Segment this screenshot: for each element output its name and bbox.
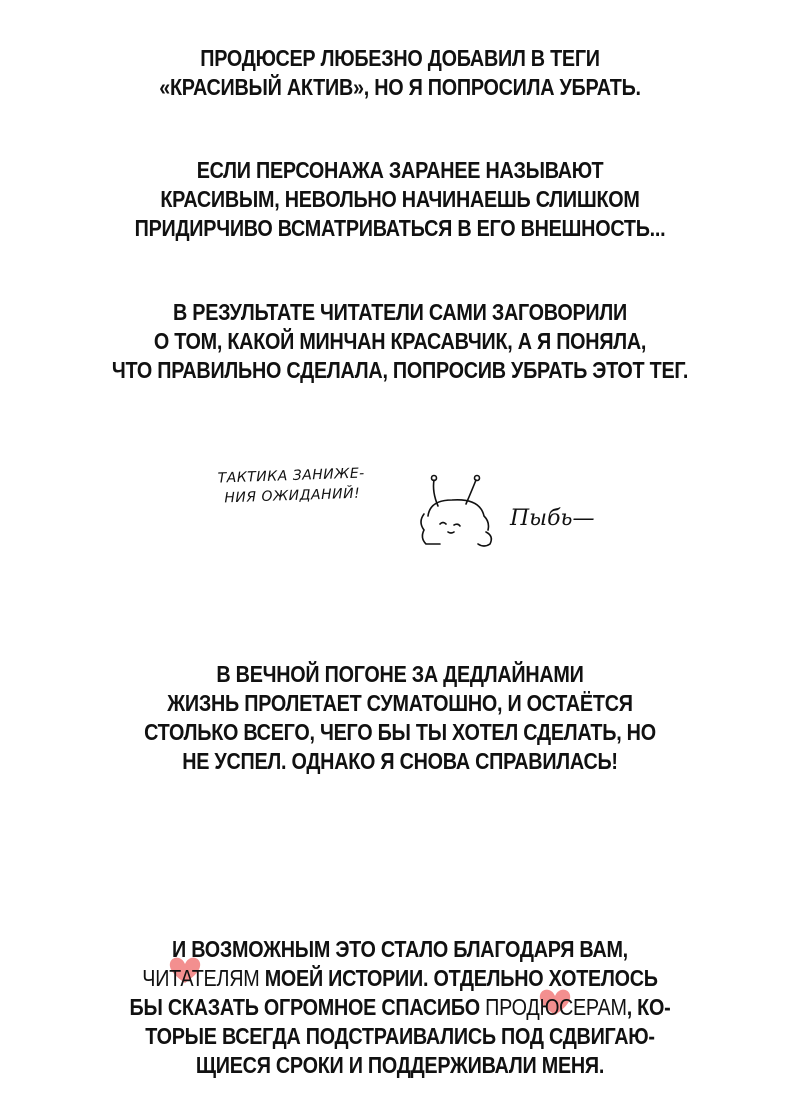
note-line: ТАКТИКА ЗАНИЖЕ- bbox=[217, 465, 365, 487]
highlight-producers: ПРОДЮСЕРАМ bbox=[485, 994, 627, 1020]
note-line: НИЯ ОЖИДАНИЙ! bbox=[224, 485, 361, 507]
text-fragment: , КО- bbox=[626, 994, 671, 1020]
text-line: НЕ УСПЕЛ. ОДНАКО Я СНОВА СПРАВИЛАСЬ! bbox=[182, 748, 618, 774]
paragraph-appearance bbox=[56, 156, 744, 243]
paragraph-readers-reaction bbox=[56, 298, 744, 385]
text-line: ЖИЗНЬ ПРОЛЕТАЕТ СУМАТОШНО, И ОСТАЁТСЯ bbox=[167, 690, 633, 716]
text-line: ЕСЛИ ПЕРСОНАЖА ЗАРАНЕЕ НАЗЫВАЮТ bbox=[196, 157, 604, 183]
text-fragment: МОЕЙ ИСТОРИИ. ОТДЕЛЬНО ХОТЕЛОСЬ bbox=[259, 965, 658, 991]
paragraph-tags bbox=[56, 44, 744, 102]
text-line: ТОРЫЕ ВСЕГДА ПОДСТРАИВАЛИСЬ ПОД СДВИГАЮ- bbox=[145, 1023, 655, 1049]
text-line: ПРИДИРЧИВО ВСМАТРИВАТЬСЯ В ЕГО ВНЕШНОСТЬ... bbox=[134, 215, 666, 241]
sound-effect: Пыбь— bbox=[510, 506, 595, 531]
text-line: В РЕЗУЛЬТАТЕ ЧИТАТЕЛИ САМИ ЗАГОВОРИЛИ bbox=[173, 299, 627, 325]
text-line: ЩИЕСЯ СРОКИ И ПОДДЕРЖИВАЛИ МЕНЯ. bbox=[195, 1052, 605, 1078]
paragraph-thanks bbox=[56, 935, 744, 1080]
text-line bbox=[56, 993, 744, 1022]
handwritten-note bbox=[217, 463, 365, 508]
text-line bbox=[56, 964, 744, 993]
highlight-readers: ЧИТАТЕЛЯМ bbox=[142, 965, 260, 991]
text-line: В ВЕЧНОЙ ПОГОНЕ ЗА ДЕДЛАЙНАМИ bbox=[216, 661, 584, 687]
text-line: О ТОМ, КАКОЙ МИНЧАН КРАСАВЧИК, А Я ПОНЯЛА, bbox=[153, 328, 647, 354]
text-line: «КРАСИВЫЙ АКТИВ», НО Я ПОПРОСИЛА УБРАТЬ. bbox=[159, 74, 641, 100]
text-line: И ВОЗМОЖНЫМ ЭТО СТАЛО БЛАГОДАРЯ ВАМ, bbox=[172, 936, 628, 962]
text-line: КРАСИВЫМ, НЕВОЛЬНО НАЧИНАЕШЬ СЛИШКОМ bbox=[160, 186, 640, 212]
text-line: СТОЛЬКО ВСЕГО, ЧЕГО БЫ ТЫ ХОТЕЛ СДЕЛАТЬ, НО bbox=[144, 719, 656, 745]
text-line: ПРОДЮСЕР ЛЮБЕЗНО ДОБАВИЛ В ТЕГИ bbox=[200, 45, 600, 71]
text-line: ЧТО ПРАВИЛЬНО СДЕЛАЛА, ПОПРОСИВ УБРАТЬ ЭТОТ ТЕГ. bbox=[111, 357, 689, 383]
text-fragment: БЫ СКАЗАТЬ ОГРОМНОЕ СПАСИБО bbox=[129, 994, 486, 1020]
paragraph-deadlines bbox=[56, 660, 744, 776]
